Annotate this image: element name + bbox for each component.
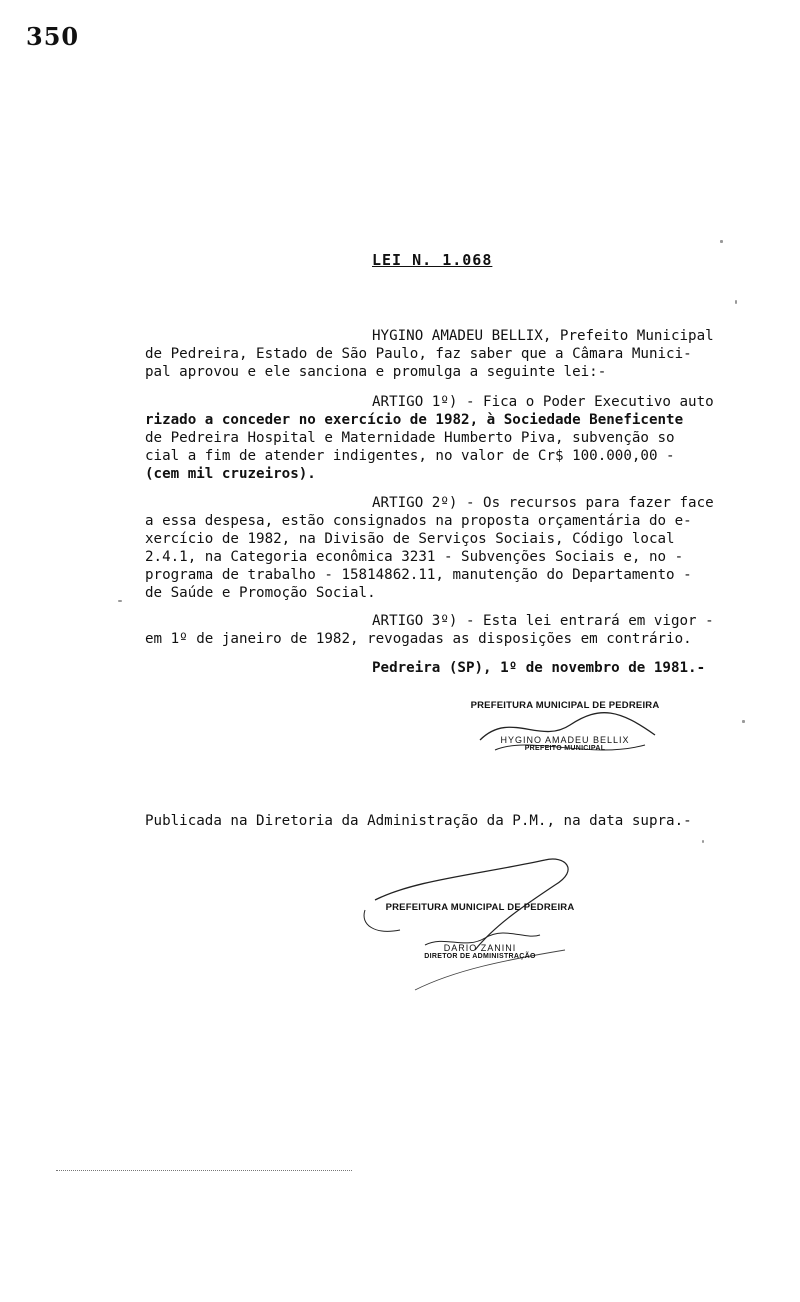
stamp-mayor-name: HYGINO AMADEU BELLIX [500, 735, 630, 745]
bottom-dotted-rule [56, 1170, 352, 1171]
artigo2-line: a essa despesa, estão consignados na proposta orçamentária do e- [145, 513, 692, 529]
stamp-director-role: DIRETOR DE ADMINISTRAÇÃO [424, 953, 536, 960]
artigo2-line: programa de trabalho - 15814862.11, manutenção do Departamento - [145, 567, 692, 583]
stamp-director-name: DARIO ZANINI [443, 943, 517, 953]
stamp-mayor [470, 700, 660, 752]
scan-speck [720, 240, 723, 243]
preamble-line: HYGINO AMADEU BELLIX, Prefeito Municipal [372, 328, 714, 344]
artigo1-line: rizado a conceder no exercício de 1982, à Sociedade Beneficente [145, 412, 684, 428]
page-number: 350 [26, 22, 80, 51]
date-line: Pedreira (SP), 1º de novembro de 1981.- [372, 660, 706, 676]
scan-speck [702, 840, 704, 843]
stamp-director [380, 902, 580, 960]
artigo1-line: cial a fim de atender indigentes, no valor de Cr$ 100.000,00 - [145, 448, 675, 464]
artigo1-line: ARTIGO 1º) - Fica o Poder Executivo auto [372, 394, 714, 410]
preamble-line: de Pedreira, Estado de São Paulo, faz saber que a Câmara Munici- [145, 346, 692, 362]
artigo2-line: 2.4.1, na Categoria econômica 3231 - Subvenções Sociais e, no - [145, 549, 684, 565]
scan-speck [118, 600, 122, 602]
stamp-mayor-org: PREFEITURA MUNICIPAL DE PEDREIRA [470, 700, 660, 711]
artigo2-line: ARTIGO 2º) - Os recursos para fazer face [372, 495, 714, 511]
scan-speck [735, 300, 737, 304]
artigo2-line: de Saúde e Promoção Social. [145, 585, 376, 601]
stamp-mayor-role: PREFEITO MUNICIPAL [524, 745, 606, 752]
preamble-line: pal aprovou e ele sanciona e promulga a seguinte lei:- [145, 364, 607, 380]
publication-line: Publicada na Diretoria da Administração da P.M., na data supra.- [145, 813, 692, 829]
law-title: LEI N. 1.068 [372, 251, 493, 269]
artigo2-line: xercício de 1982, na Divisão de Serviços Sociais, Código local [145, 531, 675, 547]
artigo3-line: em 1º de janeiro de 1982, revogadas as disposições em contrário. [145, 631, 692, 647]
stamp-director-org: PREFEITURA MUNICIPAL DE PEDREIRA [385, 902, 575, 913]
artigo3-line: ARTIGO 3º) - Esta lei entrará em vigor - [372, 613, 714, 629]
artigo1-line: (cem mil cruzeiros). [145, 466, 316, 482]
scan-speck [742, 720, 745, 723]
artigo1-line: de Pedreira Hospital e Maternidade Humberto Piva, subvenção so [145, 430, 675, 446]
